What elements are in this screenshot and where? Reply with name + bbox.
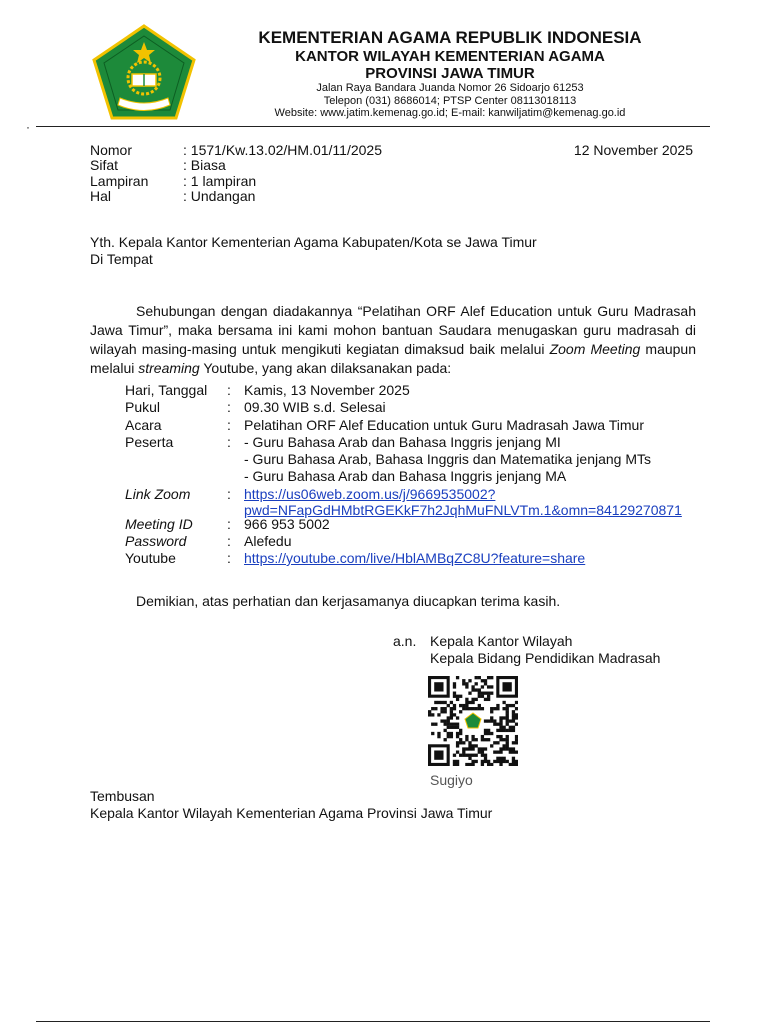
password-value: Alefedu bbox=[244, 533, 292, 549]
cc-label: Tembusan bbox=[90, 788, 155, 804]
password-label: Password bbox=[125, 533, 187, 549]
closing-sentence: Demikian, atas perhatian dan kerjasamanya diucapkan terima kasih. bbox=[136, 593, 561, 609]
hari-label: Hari, Tanggal bbox=[125, 382, 208, 398]
letter-date: 12 November 2025 bbox=[573, 142, 693, 158]
sifat-value: : Biasa bbox=[183, 157, 226, 173]
hari-value: Kamis, 13 November 2025 bbox=[244, 382, 410, 398]
peserta-item: - Guru Bahasa Arab dan Bahasa Inggris jenjang MA bbox=[244, 468, 567, 484]
body-streaming-term: streaming bbox=[138, 360, 200, 376]
peserta-item: - Guru Bahasa Arab, Bahasa Inggris dan Matematika jenjang MTs bbox=[244, 451, 651, 467]
acara-label: Acara bbox=[125, 417, 162, 433]
hal-value: : Undangan bbox=[183, 188, 256, 204]
peserta-item: - Guru Bahasa Arab dan Bahasa Inggris jenjang MI bbox=[244, 434, 561, 450]
letterhead-address: Jalan Raya Bandara Juanda Nomor 26 Sidoarjo 61253 bbox=[316, 82, 584, 94]
body-zoom-term: Zoom Meeting bbox=[549, 341, 641, 357]
body-text-c: Youtube, yang akan dilaksanakan pada: bbox=[199, 360, 452, 376]
body-text-a: Sehubungan dengan diadakannya “Pelatihan ORF Alef Education untuk Guru Madrasah Jawa Timur”, maka bersama ini kami mohon bantuan Saudara menugaskan guru madrasah di wilayah masing-masing untuk mengikuti kegiatan dimaksud baik melalui bbox=[90, 303, 696, 357]
nomor-label: Nomor bbox=[90, 142, 133, 158]
lampiran-value: : 1 lampiran bbox=[183, 173, 257, 189]
meeting-id-colon: : bbox=[227, 516, 231, 532]
meeting-id-value: 966 953 5002 bbox=[244, 516, 330, 532]
addressee-line: Yth. Kepala Kantor Kementerian Agama Kabupaten/Kota se Jawa Timur bbox=[90, 234, 537, 250]
peserta-label: Peserta bbox=[125, 434, 174, 450]
peserta-colon: : bbox=[227, 434, 231, 450]
letterhead-divider bbox=[36, 126, 710, 127]
letterhead-office: KANTOR WILAYAH KEMENTERIAN AGAMA bbox=[295, 48, 605, 65]
acara-colon: : bbox=[227, 417, 231, 433]
letterhead-website: Website: www.jatim.kemenag.go.id; E-mail: kanwiljatim@kemenag.go.id bbox=[274, 107, 626, 119]
body-paragraph bbox=[90, 302, 696, 378]
page-bottom-rule bbox=[36, 1021, 710, 1022]
youtube-label: Youtube bbox=[125, 550, 176, 566]
signature-title-1: Kepala Kantor Wilayah bbox=[430, 633, 573, 649]
sifat-label: Sifat bbox=[90, 157, 119, 173]
zoom-link-continued[interactable]: pwd=NFapGdHMbtRGEKkF7h2JqhMuFNLVTm.1&omn=84129270871 bbox=[244, 502, 682, 518]
meeting-id-label: Meeting ID bbox=[125, 516, 193, 532]
signature-qr-code bbox=[428, 676, 518, 766]
acara-value: Pelatihan ORF Alef Education untuk Guru Madrasah Jawa Timur bbox=[244, 417, 644, 433]
nomor-value: : 1571/Kw.13.02/HM.01/11/2025 bbox=[183, 142, 382, 158]
signature-name: Sugiyo bbox=[430, 772, 473, 788]
hari-colon: : bbox=[227, 382, 231, 398]
body-text-b: maupun melalui bbox=[90, 341, 697, 376]
pukul-label: Pukul bbox=[125, 399, 161, 415]
zoom-label: Link Zoom bbox=[125, 486, 191, 502]
kemenag-logo bbox=[90, 22, 198, 122]
margin-dot: · bbox=[26, 120, 30, 134]
pukul-value: 09.30 WIB s.d. Selesai bbox=[244, 399, 386, 415]
password-colon: : bbox=[227, 533, 231, 549]
letterhead-phone: Telepon (031) 8686014; PTSP Center 08113018113 bbox=[323, 95, 577, 107]
pukul-colon: : bbox=[227, 399, 231, 415]
zoom-link[interactable]: https://us06web.zoom.us/j/9669535002? bbox=[244, 486, 496, 502]
signature-title-2: Kepala Bidang Pendidikan Madrasah bbox=[430, 650, 661, 666]
hal-label: Hal bbox=[90, 188, 112, 204]
youtube-colon: : bbox=[227, 550, 231, 566]
letterhead-ministry: KEMENTERIAN AGAMA REPUBLIK INDONESIA bbox=[258, 28, 642, 47]
signature-an: a.n. bbox=[393, 633, 417, 649]
addressee-place: Di Tempat bbox=[90, 251, 153, 267]
lampiran-label: Lampiran bbox=[90, 173, 149, 189]
youtube-link[interactable]: https://youtube.com/live/HblAMBqZC8U?feature=share bbox=[244, 550, 586, 566]
letterhead-province: PROVINSI JAWA TIMUR bbox=[365, 65, 535, 82]
cc-recipient: Kepala Kantor Wilayah Kementerian Agama Provinsi Jawa Timur bbox=[90, 805, 493, 821]
zoom-colon: : bbox=[227, 486, 231, 502]
